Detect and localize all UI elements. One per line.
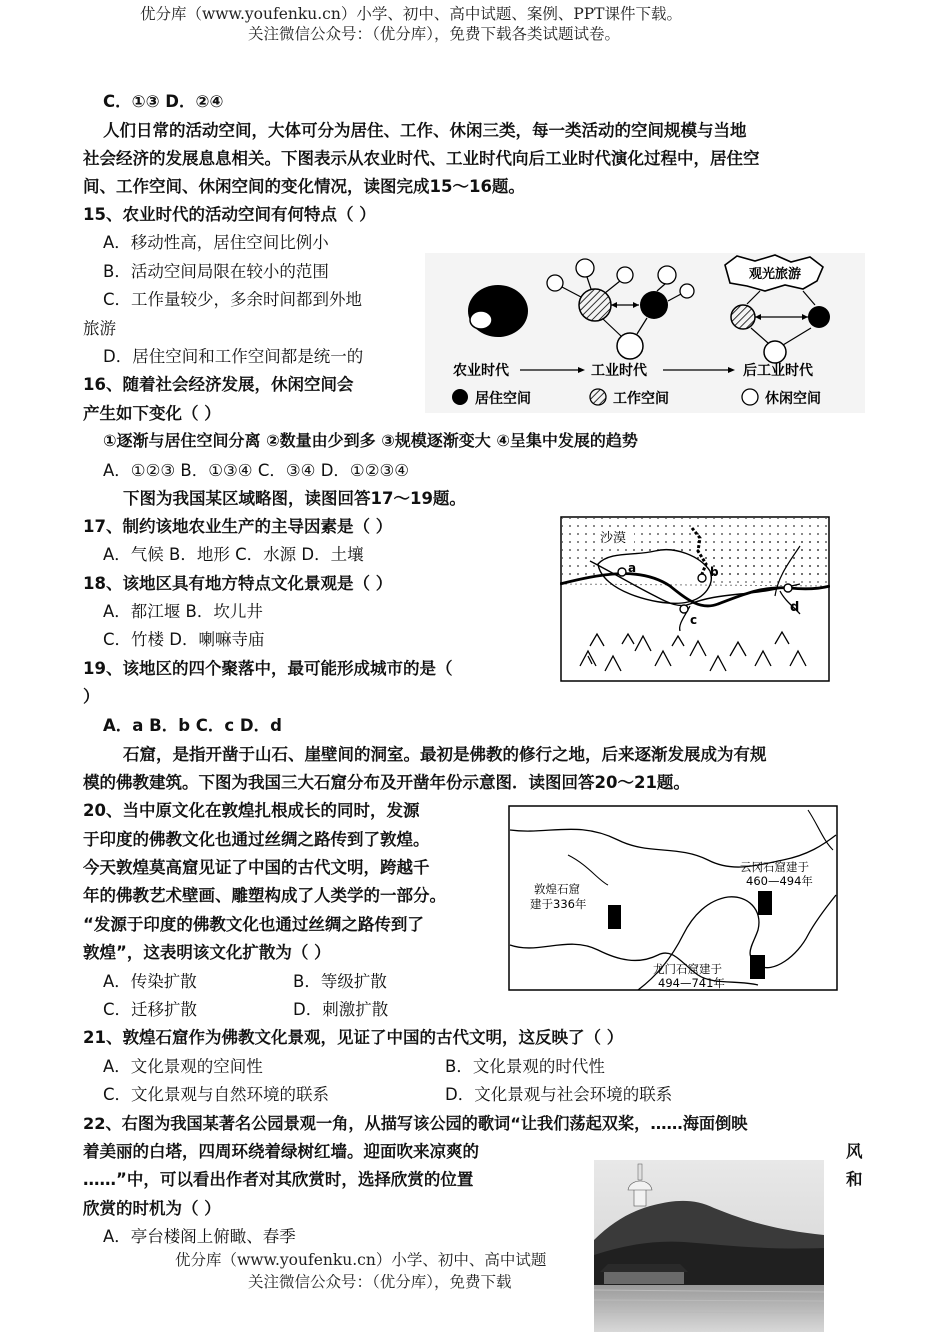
- q16-stem-1: 16、随着社会经济发展，休闲空间会: [83, 375, 354, 394]
- q15-option-c: C．工作量较少，多余时间都到外地: [103, 290, 363, 309]
- yungang-label-1: 云冈石窟建于: [740, 860, 809, 874]
- q20-line4: 年的佛教艺术壁画、雕塑构成了人类学的一部分。: [83, 886, 446, 905]
- grottoes-map: [508, 805, 838, 991]
- longmen-marker: [750, 955, 765, 979]
- q15-stem: 15、农业时代的活动空间有何特点（ ）: [83, 205, 376, 224]
- q22-line2b: 风: [846, 1142, 863, 1161]
- activity-space-figure: [425, 253, 865, 413]
- q20-line2: 于印度的佛教文化也通过丝绸之路传到了敦煌。: [83, 830, 430, 849]
- q18-row1: A．都江堰 B．坎儿井: [103, 602, 263, 621]
- intro15-line1: 人们日常的活动空间，大体可分为居住、工作、休闲三类，每一类活动的空间规模与当地: [103, 121, 747, 140]
- park-photo: [594, 1160, 824, 1332]
- q19-options: A．a B．b C．c D．d: [103, 716, 282, 735]
- q20-option-c: C．迁移扩散: [103, 1000, 198, 1019]
- q16-items: ①逐渐与居住空间分离 ②数量由少到多 ③规模逐渐变大 ④呈集中发展的趋势: [103, 431, 638, 450]
- q17-stem: 17、制约该地农业生产的主导因素是（ ）: [83, 517, 393, 536]
- yungang-marker: [758, 891, 772, 915]
- q20-option-d: D．刺激扩散: [293, 1000, 389, 1019]
- q15-option-c-cont: 旅游: [83, 319, 116, 338]
- footer-line2: 关注微信公众号：（优分库），免费下载: [248, 1273, 512, 1291]
- top-options: C．①③ D．②④: [103, 92, 224, 111]
- header-line2: 关注微信公众号：（优分库），免费下载各类试题试卷。: [248, 25, 621, 43]
- yungang-label-2: 460—494年: [746, 874, 813, 888]
- q22-line3a: ……”中，可以看出作者对其欣赏时，选择欣赏的位置: [83, 1170, 474, 1189]
- legend-living: 居住空间: [475, 391, 531, 407]
- q21-option-d: D．文化景观与社会环境的联系: [445, 1085, 673, 1104]
- q22-option-a: A．亭台楼阁上俯瞰、春季: [103, 1227, 296, 1246]
- intro20-line1: 石窟，是指开凿于山石、崖壁间的洞室。最初是佛教的修行之地，后来逐渐发展成为有规: [123, 745, 767, 764]
- q22-line2a: 着美丽的白塔，四周环绕着绿树红墙。迎面吹来凉爽的: [83, 1142, 479, 1161]
- footer-line1: 优分库（www.youfenku.cn）小学、初中、高中试题: [175, 1251, 547, 1269]
- q19-stem: 19、该地区的四个聚落中，最可能形成城市的是（: [83, 659, 453, 678]
- q15-option-a: A．移动性高，居住空间比例小: [103, 233, 329, 252]
- longmen-label-2: 494—741年: [658, 976, 725, 990]
- q20-option-b: B．等级扩散: [293, 972, 387, 991]
- settlement-b: b: [710, 565, 719, 579]
- intro15-line3: 间、工作空间、休闲空间的变化情况，读图完成15～16题。: [83, 177, 525, 196]
- q20-option-a: A．传染扩散: [103, 972, 197, 991]
- q15-option-d: D．居住空间和工作空间都是统一的: [103, 347, 364, 366]
- settlement-c: c: [690, 613, 698, 627]
- q16-options: A．①②③ B．①③④ C．③④ D．①②③④: [103, 461, 410, 480]
- intro15-line2: 社会经济的发展息息相关。下图表示从农业时代、工业时代向后工业时代演化过程中，居住空: [83, 149, 760, 168]
- q20-line3: 今天敦煌莫高窟见证了中国的古代文明，跨越千: [83, 858, 430, 877]
- q22-line1: 22、右图为我国某著名公园景观一角，从描写该公园的歌词“让我们荡起双桨，……海面倒映: [83, 1114, 748, 1133]
- era-industrial: 工业时代: [591, 363, 647, 379]
- q18-stem: 18、该地区具有地方特点文化景观是（ ）: [83, 574, 393, 593]
- q16-stem-2: 产生如下变化（ ）: [83, 404, 221, 423]
- post-living-circle: [808, 306, 830, 328]
- desert-label: 沙漠: [600, 531, 627, 546]
- post-work-circle: [731, 305, 755, 329]
- q20-line5: “发源于印度的佛教文化也通过丝绸之路传到了: [83, 915, 424, 934]
- dunhuang-marker: [608, 905, 621, 929]
- era-agri: 农业时代: [453, 363, 509, 379]
- tour-label: 观光旅游: [748, 267, 802, 282]
- q21-stem: 21、敦煌石窟作为佛教文化景观，见证了中国的古代文明，这反映了（ ）: [83, 1028, 624, 1047]
- header-line1: 优分库（www.youfenku.cn）小学、初中、高中试题、案例、PPT课件下载。: [140, 5, 683, 23]
- q22-line4: 欣赏的时机为（ ）: [83, 1199, 221, 1218]
- industrial-living-circle: [640, 291, 668, 319]
- q21-option-b: B．文化景观的时代性: [445, 1057, 605, 1076]
- dunhuang-label-2: 建于336年: [530, 897, 587, 911]
- intro17: 下图为我国某区域略图，读图回答17～19题。: [123, 489, 466, 508]
- legend-work: 工作空间: [613, 391, 669, 407]
- q22-line3b: 和: [846, 1170, 863, 1189]
- q20-line1: 20、当中原文化在敦煌扎根成长的同时，发源: [83, 801, 420, 820]
- q21-option-a: A．文化景观的空间性: [103, 1057, 263, 1076]
- q21-option-c: C．文化景观与自然环境的联系: [103, 1085, 330, 1104]
- q19-stem-end: ）: [83, 687, 100, 706]
- white-pagoda: [634, 1188, 646, 1206]
- longmen-label-1: 龙门石窟建于: [653, 962, 722, 976]
- region-map: [560, 516, 830, 682]
- era-postindustrial: 后工业时代: [743, 363, 813, 379]
- settlement-d: d: [790, 600, 800, 615]
- q18-row2: C．竹楼 D．喇嘛寺庙: [103, 630, 265, 649]
- legend-leisure: 休闲空间: [765, 391, 821, 407]
- agri-work-circle: [470, 311, 492, 329]
- dunhuang-label-1: 敦煌石窟: [534, 882, 580, 896]
- q17-options: A．气候 B．地形 C．水源 D．土壤: [103, 545, 364, 564]
- industrial-work-circle: [579, 289, 611, 321]
- q15-option-b: B．活动空间局限在较小的范围: [103, 262, 329, 281]
- settlement-a: a: [628, 561, 637, 575]
- q20-line6: 敦煌”，这表明该文化扩散为（ ）: [83, 943, 331, 962]
- intro20-line2: 模的佛教建筑。下图为我国三大石窟分布及开凿年份示意图．读图回答20～21题。: [83, 773, 690, 792]
